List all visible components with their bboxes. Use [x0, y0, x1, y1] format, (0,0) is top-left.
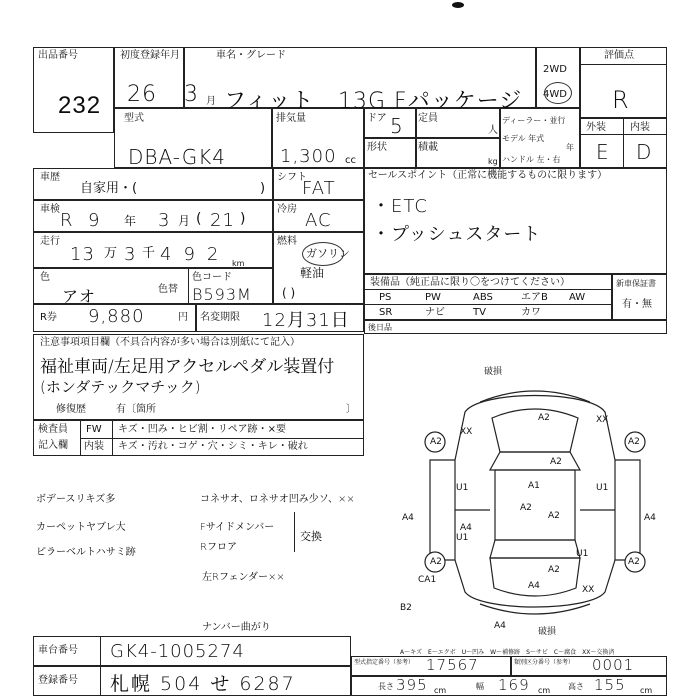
inspection-month: 3 [158, 210, 171, 231]
car-left-side [430, 460, 455, 560]
dealer-label: ディーラー・並行 [502, 116, 566, 125]
equipment-item: PW [425, 292, 441, 303]
inspector-label-2: 記入欄 [38, 440, 68, 451]
inspection-year: 9 [88, 210, 101, 231]
handle-label: ハンドル 左・右 [502, 155, 561, 164]
plate-divider [100, 666, 101, 696]
equipment-item: ABS [473, 292, 493, 303]
capacity-label: 定員 [418, 113, 438, 124]
car-hood [492, 409, 578, 452]
diag-mark-7: A4 [402, 513, 414, 523]
meikeshi-label: 名変期限 [200, 312, 240, 323]
form-no-label: 型式指定番号（参考） [354, 659, 415, 666]
repair-label: 後日品 [368, 323, 392, 332]
diag-mark-24: XX [582, 585, 595, 595]
car-body-outline [455, 396, 615, 608]
diag-mark-22: A2 [520, 503, 532, 513]
diag-mark-4: U1 [456, 483, 469, 493]
drive-circle-mark [544, 82, 572, 104]
equipment-item: エアB [521, 292, 548, 303]
cooling-label: 冷房 [277, 204, 297, 215]
notes-text-2: (ホンダテックマチック) [40, 378, 201, 396]
car-rear-window [490, 540, 580, 558]
inspector-row-2: キズ・汚れ・コゲ・穴・シミ・キレ・破れ [118, 441, 308, 452]
dims-wid: 169 [498, 676, 530, 694]
dims-hgt: 155 [594, 676, 626, 694]
diag-mark-9: A2 [430, 437, 442, 447]
recycle-label: R券 [40, 312, 57, 323]
ext-label: 外装 [586, 122, 606, 133]
car-front-bumper [480, 391, 590, 402]
diag-mark-23: A2 [548, 565, 560, 575]
history-value: 自家用・( [80, 181, 138, 196]
int-label: 内装 [630, 122, 650, 133]
inspection-day-close: ) [240, 211, 246, 227]
notes-text-1: 福祉車両/左足用アクセルペダル装置付 [40, 357, 335, 377]
diag-mark-3: A1 [528, 481, 540, 491]
color-code: B593M [192, 285, 252, 304]
color-paint-label: 色替 [158, 284, 178, 295]
inspection-year-unit: 年 [124, 214, 137, 228]
meikeshi-value: 12月31日 [262, 310, 350, 331]
equipment-item: TV [473, 307, 486, 318]
inspector-label-1: 検査員 [38, 424, 68, 435]
chassis-divider [100, 636, 101, 666]
mileage-man: 13 [70, 244, 95, 265]
color-label: 色 [40, 272, 50, 283]
diag-mark-10: A2 [628, 437, 640, 447]
diag-mark-8: A4 [644, 513, 656, 523]
sales-point-1: ・ETC [372, 196, 428, 217]
model-year-label: モデル 年式 [502, 134, 545, 143]
warranty-label: 新車保証書 [616, 279, 656, 288]
color-value: アオ [62, 287, 96, 306]
int-score: D [636, 140, 653, 164]
inspection-day: 21 [210, 210, 235, 231]
mileage-rest: 492 [160, 244, 231, 265]
notes-label: 注意事項項目欄（不具合内容が多い場合は別紙にて記入） [40, 337, 300, 348]
first-reg-unit: 月 [206, 96, 216, 107]
dims-len-label: 長さ [378, 682, 394, 691]
equipment-item: カワ [521, 307, 541, 318]
ext-int-hline [580, 134, 667, 135]
capacity-unit: 人 [488, 125, 498, 136]
model-label: 型式 [124, 113, 144, 124]
recycle-unit: 円 [178, 312, 188, 323]
first-reg-year: 26 [127, 82, 157, 107]
mileage-man-unit: 万 [104, 246, 118, 261]
dims-hgt-label: 高さ [568, 682, 584, 691]
ext-score: E [596, 140, 610, 164]
score-divider [580, 64, 667, 65]
inspector-fw: FW [86, 424, 102, 435]
lot-label: 出品番号 [38, 50, 78, 61]
inspection-label: 車検 [40, 204, 60, 215]
remark-right-3: Rフロア [200, 542, 237, 553]
car-windshield [490, 452, 580, 470]
score-value: R [612, 86, 630, 114]
diag-mark-20: XX [596, 415, 609, 425]
diag-top-label: 破損 [484, 367, 503, 377]
mileage-unit: km [232, 259, 245, 268]
diag-mark-5: U1 [596, 483, 609, 493]
doors-value: 5 [390, 114, 404, 138]
mileage-label: 走行 [40, 236, 60, 247]
model-value: DBA-GK4 [128, 145, 227, 169]
diag-mark-21: U1 [576, 549, 589, 559]
diag-mark-2: A2 [550, 457, 562, 467]
fuel-label: 燃料 [277, 236, 297, 247]
remark-right-5: 左Rフェンダー×× [202, 572, 285, 583]
remark-left-3: ピラーベルトハサミ跡 [36, 547, 136, 558]
equipment-label: 装備品（純正品に限り〇をつけてください） [370, 277, 570, 288]
score-label: 評価点 [604, 50, 634, 61]
dims-hgt-unit: cm [640, 686, 653, 695]
ext-int-divider [623, 118, 624, 168]
inspection-month-unit: 月 [178, 214, 191, 228]
cooling-value: AC [305, 210, 332, 231]
equipment-item: AW [569, 292, 586, 303]
car-name-value: フィット [224, 89, 315, 114]
remark-right-6: ナンバー曲がり [202, 622, 271, 633]
chassis-label: 車台番号 [38, 645, 78, 656]
doors-label: ドア [367, 113, 387, 124]
diag-mark-11: A2 [430, 557, 442, 567]
sales-point-2: ・プッシュスタート [372, 224, 542, 245]
shape-label: 形状 [367, 142, 387, 153]
fuel-gas: ガソリン [306, 247, 350, 260]
diag-mark-15: A4 [460, 523, 472, 533]
first-reg-label: 初度登録年月 [120, 50, 180, 61]
mileage-sen: 3 [124, 244, 137, 265]
category-no-label: 類別区分番号（参考） [514, 659, 575, 666]
diag-mark-18: CA1 [418, 575, 437, 585]
color-code-label: 色コード [192, 272, 232, 283]
model-year-unit: 年 [566, 143, 574, 152]
fuel-diesel: 軽油 [300, 266, 325, 280]
equip-row-line2 [364, 304, 612, 305]
diag-mark-17: A4 [494, 621, 506, 631]
car-name-label: 車名・グレード [216, 50, 286, 61]
remark-bracket [288, 512, 295, 552]
history-label: 車歴 [40, 172, 60, 183]
equipment-item: ナビ [425, 307, 445, 318]
shift-value: FAT [302, 178, 336, 199]
inspector-h [80, 438, 364, 439]
diag-mark-19: XX [460, 427, 473, 437]
plate-value: 札幌 504 せ 6287 [110, 673, 296, 695]
chassis-value: GK4-1005274 [110, 641, 245, 662]
inspection-day-open: ( [196, 211, 202, 227]
recycle-value: 9,880 [88, 306, 145, 327]
plate-label: 登録番号 [38, 675, 78, 686]
displacement-value: 1,300 [280, 146, 337, 167]
dims-wid-label: 幅 [476, 682, 484, 691]
history-cell [33, 168, 273, 200]
diag-mark-25: B2 [400, 603, 412, 613]
diag-mark-6: U1 [456, 533, 469, 543]
fuel-circle-mark [302, 242, 344, 266]
sales-points-label: セールスポイント（正常に機能するものに限ります） [368, 170, 608, 181]
diag-mark-12: A2 [628, 557, 640, 567]
car-grade-value: 13G Fパッケージ [338, 89, 523, 114]
drive-2wd: 2WD [543, 64, 567, 75]
inspector-ni: 内装 [84, 441, 104, 452]
warranty-value: 有・無 [622, 299, 652, 310]
remark-right-4: 交換 [300, 530, 322, 543]
dims-len-unit: cm [434, 686, 447, 695]
legend: A～キズ E～エクボ U～凹み W～補修跡 S～サビ C～腐食 XX～交換済 [400, 649, 615, 656]
diag-mark-16: A4 [528, 581, 540, 591]
drive-4wd: 4WD [543, 89, 567, 100]
equipment-item: PS [379, 292, 392, 303]
remark-left-2: カーペットヤブレ大 [36, 522, 126, 533]
load-unit: kg [488, 157, 498, 166]
displacement-unit: cc [345, 155, 356, 166]
top-dot [452, 2, 464, 8]
diag-bottom-label: 破損 [538, 627, 557, 637]
diag-mark-14: A2 [548, 511, 560, 521]
first-reg-month: 3 [184, 82, 199, 107]
history-close: ) [260, 181, 266, 196]
category-no-value: 0001 [592, 656, 635, 674]
mileage-sen-unit: 千 [142, 246, 156, 261]
load-label: 積載 [418, 142, 438, 153]
remark-left-1: ボデースリキズ多 [36, 494, 116, 505]
car-rear-bumper [480, 604, 590, 614]
form-no-value: 17567 [426, 656, 479, 674]
repair-history-label: 修復歴 [56, 404, 86, 415]
equipment-item: SR [379, 307, 393, 318]
dims-len: 395 [396, 676, 428, 694]
inspection-era: R [60, 210, 74, 231]
repair-history-value: 有〔箇所 [116, 404, 156, 415]
remark-right-2: Fサイドメンバー [200, 522, 275, 533]
shift-label: シフト [277, 172, 307, 183]
repair-history-close: 〕 [346, 404, 356, 415]
remark-right-1: コネサオ、ロネサオ凹み少ソ、×× [200, 494, 355, 505]
car-right-side [615, 460, 640, 560]
inspector-row-1: キズ・凹み・ヒビ割・リペア跡・×要 [118, 424, 286, 435]
equip-row-line [364, 289, 612, 290]
fuel-paren: ( ) [282, 286, 296, 300]
displacement-label: 排気量 [276, 113, 306, 124]
lot-number: 232 [58, 92, 102, 119]
car-diagram [400, 360, 670, 640]
dims-wid-unit: cm [538, 686, 551, 695]
diag-mark-1: A2 [538, 413, 550, 423]
color-divider [188, 268, 189, 304]
repair-cell [364, 320, 667, 334]
